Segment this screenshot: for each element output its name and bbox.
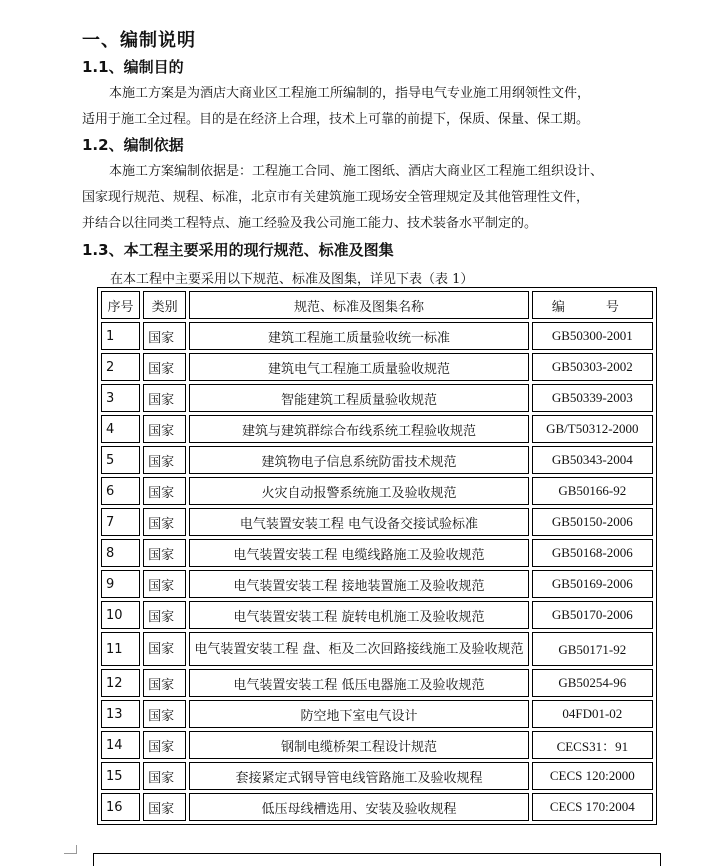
row-standard-name: 套接紧定式钢导管电线管路施工及验收规程 bbox=[189, 762, 528, 790]
row-number: 16 bbox=[101, 793, 140, 821]
row-number: 12 bbox=[101, 669, 140, 697]
row-standard-code: GB50166-92 bbox=[532, 477, 653, 505]
paragraph-line: 适用于施工全过程。目的是在经济上合理，技术上可靠的前提下，保质、保量、保工期。 bbox=[82, 112, 590, 127]
table-row bbox=[101, 601, 653, 629]
table-header-row bbox=[101, 291, 653, 319]
row-number: 1 bbox=[101, 322, 140, 350]
table-row bbox=[101, 570, 653, 598]
table-row bbox=[101, 731, 653, 759]
row-category: 国家 bbox=[143, 322, 186, 350]
standards-table bbox=[97, 287, 657, 825]
row-standard-code: GB50339-2003 bbox=[532, 384, 653, 412]
row-standard-name: 电气装置安装工程 电气设备交接试验标准 bbox=[189, 508, 528, 536]
table-row bbox=[101, 762, 653, 790]
row-standard-name: 建筑物电子信息系统防雷技术规范 bbox=[189, 446, 528, 474]
row-standard-name: 电气装置安装工程 旋转电机施工及验收规范 bbox=[189, 601, 528, 629]
row-standard-name: 钢制电缆桥架工程设计规范 bbox=[189, 731, 528, 759]
row-number: 15 bbox=[101, 762, 140, 790]
paragraph-line: 本施工方案是为酒店大商业区工程施工所编制的，指导电气专业施工用纲领性文件， bbox=[109, 86, 591, 101]
table-row bbox=[101, 539, 653, 567]
row-standard-name: 防空地下室电气设计 bbox=[189, 700, 528, 728]
row-standard-name: 低压母线槽选用、安装及验收规程 bbox=[189, 793, 528, 821]
row-number: 7 bbox=[101, 508, 140, 536]
table-row bbox=[101, 353, 653, 381]
heading-1-2: 1.2、编制依据 bbox=[82, 136, 184, 154]
row-category: 国家 bbox=[143, 762, 186, 790]
row-category: 国家 bbox=[143, 601, 186, 629]
paragraph-1-1 bbox=[82, 81, 652, 133]
row-category: 国家 bbox=[143, 508, 186, 536]
paragraph-line: 并结合以往同类工程特点、施工经验及我公司施工能力、技术装备水平制定的。 bbox=[82, 216, 538, 231]
row-category: 国家 bbox=[143, 632, 186, 666]
row-standard-name: 智能建筑工程质量验收规范 bbox=[189, 384, 528, 412]
row-category: 国家 bbox=[143, 570, 186, 598]
paragraph-line: 国家现行规范、规程、标准，北京市有关建筑施工现场安全管理规定及其他管理性文件， bbox=[82, 190, 590, 205]
row-standard-code: 04FD01-02 bbox=[532, 700, 653, 728]
paragraph-line: 本施工方案编制依据是：工程施工合同、施工图纸、酒店大商业区工程施工组织设计、 bbox=[109, 164, 604, 179]
table-row bbox=[101, 793, 653, 821]
table-row bbox=[101, 632, 653, 666]
heading-1-3: 1.3、本工程主要采用的现行规范、标准及图集 bbox=[82, 241, 394, 259]
header-code: 编 号 bbox=[532, 291, 653, 319]
row-number: 9 bbox=[101, 570, 140, 598]
table-row bbox=[101, 508, 653, 536]
row-category: 国家 bbox=[143, 669, 186, 697]
row-category: 国家 bbox=[143, 415, 186, 443]
paragraph-1-2 bbox=[82, 159, 652, 237]
row-category: 国家 bbox=[143, 477, 186, 505]
table-row bbox=[101, 700, 653, 728]
row-standard-code: GB50150-2006 bbox=[532, 508, 653, 536]
row-category: 国家 bbox=[143, 731, 186, 759]
row-category: 国家 bbox=[143, 384, 186, 412]
row-standard-name: 电气装置安装工程 低压电器施工及验收规范 bbox=[189, 669, 528, 697]
row-standard-name: 建筑电气工程施工质量验收规范 bbox=[189, 353, 528, 381]
header-no: 序号 bbox=[101, 291, 140, 319]
table-row bbox=[101, 415, 653, 443]
row-standard-code: CECS31：91 bbox=[532, 731, 653, 759]
row-number: 14 bbox=[101, 731, 140, 759]
table-row bbox=[101, 384, 653, 412]
row-number: 10 bbox=[101, 601, 140, 629]
row-number: 6 bbox=[101, 477, 140, 505]
row-standard-name: 建筑与建筑群综合布线系统工程验收规范 bbox=[189, 415, 528, 443]
row-category: 国家 bbox=[143, 793, 186, 821]
row-standard-name: 建筑工程施工质量验收统一标准 bbox=[189, 322, 528, 350]
section-title: 一、编制说明 bbox=[82, 30, 196, 51]
row-standard-code: CECS 170:2004 bbox=[532, 793, 653, 821]
row-standard-code: GB50170-2006 bbox=[532, 601, 653, 629]
row-standard-code: GB50168-2006 bbox=[532, 539, 653, 567]
row-number: 13 bbox=[101, 700, 140, 728]
row-standard-name: 电气装置安装工程 电缆线路施工及验收规范 bbox=[189, 539, 528, 567]
row-standard-code: GB50171-92 bbox=[532, 632, 653, 666]
table-row bbox=[101, 322, 653, 350]
row-standard-code: GB50254-96 bbox=[532, 669, 653, 697]
table-caption: 在本工程中主要采用以下规范、标准及图集，详见下表（表 1） bbox=[110, 272, 474, 287]
row-number: 2 bbox=[101, 353, 140, 381]
row-category: 国家 bbox=[143, 353, 186, 381]
header-name: 规范、标准及图集名称 bbox=[189, 291, 528, 319]
row-standard-name: 电气装置安装工程 盘、柜及二次回路接线施工及验收规范 bbox=[189, 632, 528, 666]
row-number: 8 bbox=[101, 539, 140, 567]
row-number: 5 bbox=[101, 446, 140, 474]
row-standard-code: GB50169-2006 bbox=[532, 570, 653, 598]
header-type: 类别 bbox=[143, 291, 186, 319]
row-standard-code: GB50343-2004 bbox=[532, 446, 653, 474]
row-category: 国家 bbox=[143, 700, 186, 728]
row-standard-name: 火灾自动报警系统施工及验收规范 bbox=[189, 477, 528, 505]
heading-1-1: 1.1、编制目的 bbox=[82, 58, 184, 76]
page-corner-mark bbox=[64, 845, 77, 854]
row-standard-code: CECS 120:2000 bbox=[532, 762, 653, 790]
row-standard-code: GB50303-2002 bbox=[532, 353, 653, 381]
row-standard-code: GB/T50312-2000 bbox=[532, 415, 653, 443]
row-number: 11 bbox=[101, 632, 140, 666]
row-category: 国家 bbox=[143, 446, 186, 474]
row-standard-name: 电气装置安装工程 接地装置施工及验收规范 bbox=[189, 570, 528, 598]
row-standard-code: GB50300-2001 bbox=[532, 322, 653, 350]
row-number: 4 bbox=[101, 415, 140, 443]
table-row bbox=[101, 446, 653, 474]
table-row bbox=[101, 477, 653, 505]
next-table-top-edge bbox=[93, 853, 661, 866]
row-category: 国家 bbox=[143, 539, 186, 567]
table-row bbox=[101, 669, 653, 697]
row-number: 3 bbox=[101, 384, 140, 412]
